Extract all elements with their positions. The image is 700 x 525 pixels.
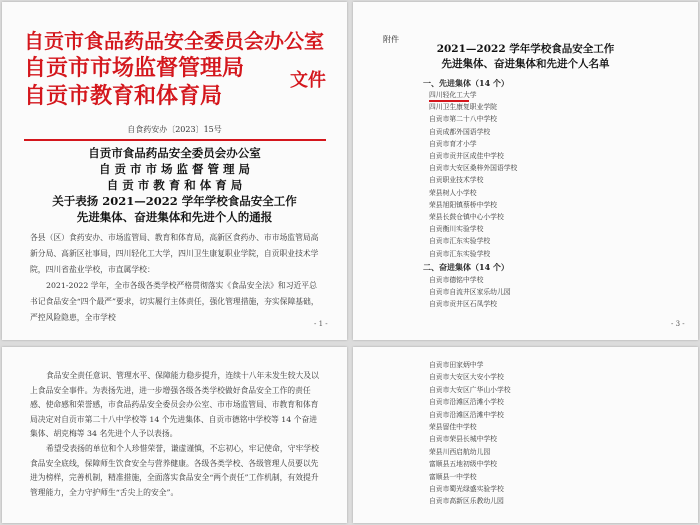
list-item: 四川轻化工大学: [429, 91, 477, 99]
document-page-4: [353, 347, 698, 523]
list-item: 自贡市汇东实验学校: [429, 249, 491, 258]
document-number: 自食药安办〔2023〕15号: [127, 125, 222, 134]
body-paragraph: 希望受表扬的单位和个人珍惜荣誉，谦虚谨慎，不忘初心，牢记使命，守牢学校食品安全底线，保障师生饮食安全与营养健康。各级各类学校、各级管理人员要以先进为榜样，完善机制，精准措施，全面落实食品安全“两个责任”工作机制，有效提升管理能力，全力守护师生“舌尖上的安全”。: [30, 443, 319, 497]
body-paragraph: 2021-2022 学年，全市各级各类学校严格贯彻落实《食品安全法》和习近平总书记食品安全“四个最严”要求，切实履行主体责任，强化管理措施，夯实保障基础，严控风险隐患，全市学校: [30, 281, 319, 322]
list-item: 自贡市田家炳中学: [429, 361, 484, 369]
list-item: 荣县旭阳镇蔡桥中学校: [429, 200, 497, 209]
list-item: 自贡衡川实验学校: [429, 225, 484, 234]
body-paragraph: 食品安全责任意识、管理水平、保障能力稳步提升，连续十八年未发生较大及以上食品安全事件。为表扬先进，进一步增强各级各类学校做好食品安全工作的责任感、使命感和荣誉感，市食品药品安全委员会办公室、市市场监管局、市教育和体育局决定对自贡市第二十八中学校等 14 个先进集体、自贡市德铭中学校等 14 个奋进集体、胡克梅等 34 名先进个人予以表扬。: [30, 371, 319, 439]
notice-title-line-2: 自 贡 市 市 场 监 督 管 理 局: [98, 162, 251, 176]
list-item: 自贡市沿滩区沿滩小学校: [429, 398, 504, 407]
list-item: 自贡市高新区乐教幼儿园: [429, 497, 504, 506]
page1-body: [30, 230, 322, 326]
header-line-3: 自贡市教育和体育局: [24, 83, 223, 109]
section1-title: 一、先进集体（14 个）: [423, 78, 509, 88]
list-item: 自贡市汇东实验学校: [429, 237, 491, 246]
red-divider: [24, 139, 326, 141]
list-item: 自贡市大安区广华山小学校: [429, 385, 511, 394]
notice-title-line-4: 关于表扬 2021—2022 学年学校食品安全工作: [52, 194, 297, 208]
page-number: - 1 -: [314, 320, 328, 328]
document-page-3: [2, 347, 347, 523]
header-line-2: 自贡市市场监督管理局: [24, 55, 245, 81]
list-item: 自贡市荣县长城中学校: [429, 435, 497, 444]
list-item: 富顺县五地初级中学校: [429, 460, 497, 469]
list-item: 荣县长鼓仓镇中心小学校: [429, 213, 504, 222]
highlight-underline: [429, 100, 469, 102]
addressee-paragraph: 各县（区）食药安办、市场监管局、教育和体育局，高新区食药办、市市场监管局高新分局、高新区社事局，四川轻化工大学，四川卫生康复职业学院，自贡职业技术学院，四川省盐业学校，市直属学校：: [30, 233, 319, 274]
list-item: 自贡市沿滩区沿滩中学校: [429, 410, 504, 419]
section2-title: 二、奋进集体（14 个）: [423, 262, 509, 272]
notice-title-line-3: 自 贡 市 教 育 和 体 育 局: [106, 178, 243, 192]
list-item: 自贡市育才小学: [429, 139, 477, 148]
document-page-2: [353, 2, 698, 340]
section1-list: [429, 89, 649, 260]
attachment-label: 附件: [383, 35, 399, 44]
list-item: 富顺县一中学校: [429, 472, 477, 481]
list-item: 自贡市贡井区成佳中学校: [429, 152, 504, 161]
list-item: 自贡成都外国语学校: [429, 127, 491, 136]
list-item: 自贡市第二十八中学校: [429, 115, 497, 124]
list-item: 自贡市蜀光绿盛实验学校: [429, 485, 504, 494]
notice-title-line-1: 自贡市食品药品安全委员会办公室: [88, 146, 261, 160]
list-item: 自贡市大安区大安小学校: [429, 373, 504, 382]
list-item: 自贡市大安区桑梓外国语学校: [429, 164, 518, 173]
list-item: 自贡市贡井区石凤学校: [429, 300, 497, 309]
page-number: - 3 -: [671, 320, 685, 328]
list-item: 自贡职业技术学校: [429, 176, 484, 185]
list-item: 自贡市自流井区家乐幼儿园: [429, 288, 511, 297]
page3-body: [30, 369, 322, 500]
list-title-line-2: 先进集体、奋进集体和先进个人名单: [441, 58, 610, 70]
section2-list: [429, 274, 649, 311]
list-continuation: [429, 359, 511, 508]
list-item: 自贡市德铭中学校: [429, 276, 484, 284]
list-item: 荣县树人小学校: [429, 188, 477, 197]
list-title-line-1: 2021—2022 学年学校食品安全工作: [436, 43, 615, 55]
header-suffix: 文件: [290, 70, 326, 91]
header-line-1: 自贡市食品药品安全委员会办公室: [24, 29, 324, 53]
list-item: 荣县留佳中学校: [429, 423, 477, 432]
document-page-1: [2, 2, 347, 340]
list-item: 荣县川西启航幼儿园: [429, 447, 491, 456]
list-item: 四川卫生康复职业学院: [429, 103, 497, 112]
notice-title-line-5: 先进集体、奋进集体和先进个人的通报: [76, 210, 273, 224]
